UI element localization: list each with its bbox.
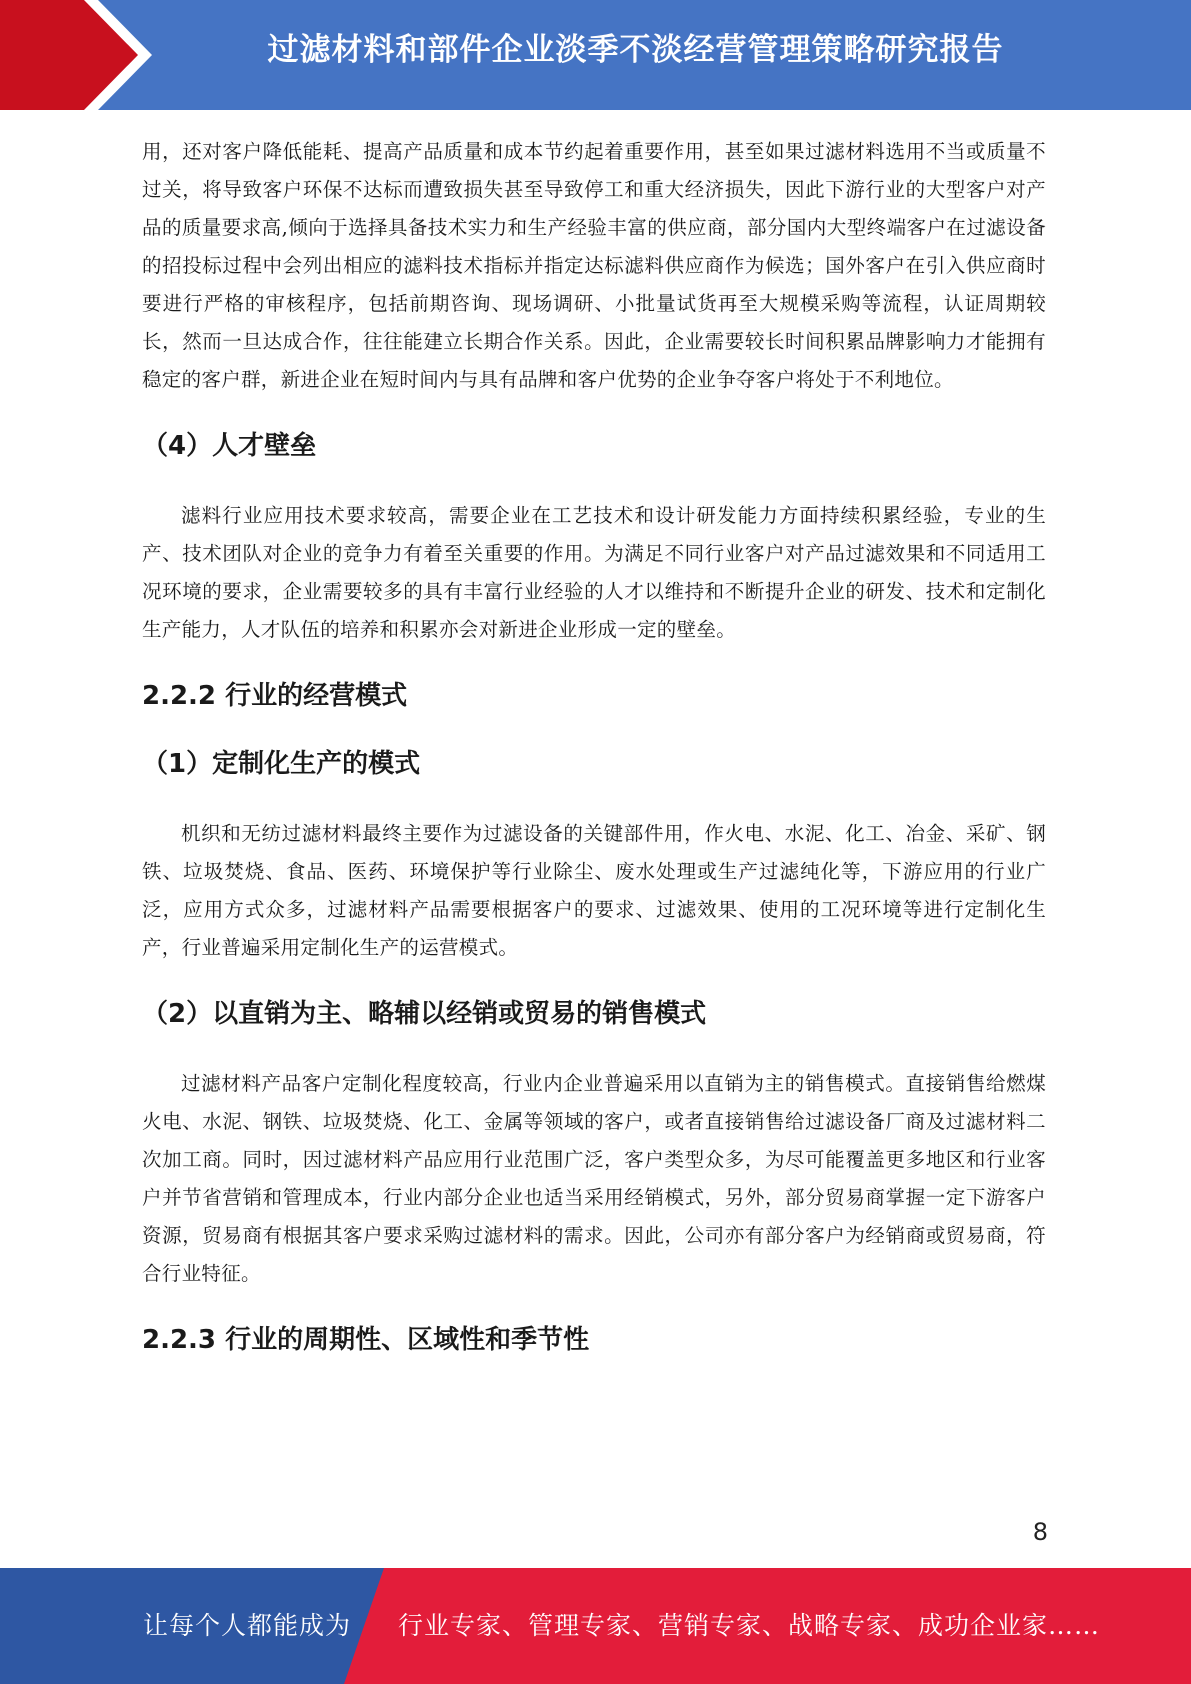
page-content — [142, 133, 1046, 1357]
footer-slogan-right: 行业专家、管理专家、营销专家、战略专家、成功企业家…… — [398, 1611, 1101, 1640]
heading-custom-production: （1）定制化生产的模式 — [142, 749, 421, 779]
heading-talent-barrier: （4）人才壁垒 — [142, 431, 317, 461]
paragraph-custom-production: 机织和无纺过滤材料最终主要作为过滤设备的关键部件用，作火电、水泥、化工、冶金、采矿、钢铁、垃圾焚烧、食品、医药、环境保护等行业除尘、废水处理或生产过滤纯化等，下游应用的行业广泛，应用方式众多，过滤材料产品需要根据客户的要求、过滤效果、使用的工况环境等进行定制化生产，行业普遍采用定制化生产的运营模式。 — [142, 822, 1046, 959]
paragraph-customer-barrier: 用，还对客户降低能耗、提高产品质量和成本节约起着重要作用，甚至如果过滤材料选用不当或质量不过关，将导致客户环保不达标而遭致损失甚至导致停工和重大经济损失，因此下游行业的大型客户对产品的质量要求高,倾向于选择具备技术实力和生产经验丰富的供应商，部分国内大型终端客户在过滤设备的招投标过程中会列出相应的滤料技术指标并指定达标滤料供应商作为候选；国外客户在引入供应商时要进行严格的审核程序，包括前期咨询、现场调研、小批量试货再至大规模采购等流程，认证周期较长，然而一旦达成合作，往往能建立长期合作关系。因此，企业需要较长时间积累品牌影响力才能拥有稳定的客户群，新进企业在短时间内与具有品牌和客户优势的企业争夺客户将处于不利地位。 — [142, 140, 1046, 391]
section-heading-2-2-2: 2.2.2 行业的经营模式 — [142, 681, 408, 711]
report-title: 过滤材料和部件企业淡季不淡经营管理策略研究报告 — [267, 32, 1004, 68]
footer-slogan-left: 让每个人都能成为 — [143, 1611, 352, 1640]
footer-banner — [0, 1568, 1191, 1684]
page-number: 8 — [1032, 1518, 1048, 1546]
section-heading-2-2-3: 2.2.3 行业的周期性、区域性和季节性 — [142, 1325, 590, 1355]
paragraph-talent-barrier: 滤料行业应用技术要求较高，需要企业在工艺技术和设计研发能力方面持续积累经验，专业的生产、技术团队对企业的竞争力有着至关重要的作用。为满足不同行业客户对产品过滤效果和不同适用工况环境的要求，企业需要较多的具有丰富行业经验的人才以维持和不断提升企业的研发、技术和定制化生产能力，人才队伍的培养和积累亦会对新进企业形成一定的壁垒。 — [142, 504, 1046, 641]
header-banner — [0, 0, 1191, 110]
heading-sales-model: （2）以直销为主、略辅以经销或贸易的销售模式 — [142, 999, 707, 1029]
paragraph-sales-model: 过滤材料产品客户定制化程度较高，行业内企业普遍采用以直销为主的销售模式。直接销售给燃煤火电、水泥、钢铁、垃圾焚烧、化工、金属等领域的客户，或者直接销售给过滤设备厂商及过滤材料二次加工商。同时，因过滤材料产品应用行业范围广泛，客户类型众多，为尽可能覆盖更多地区和行业客户并节省营销和管理成本，行业内部分企业也适当采用经销模式，另外，部分贸易商掌握一定下游客户资源，贸易商有根据其客户要求采购过滤材料的需求。因此，公司亦有部分客户为经销商或贸易商，符合行业特征。 — [142, 1072, 1046, 1285]
